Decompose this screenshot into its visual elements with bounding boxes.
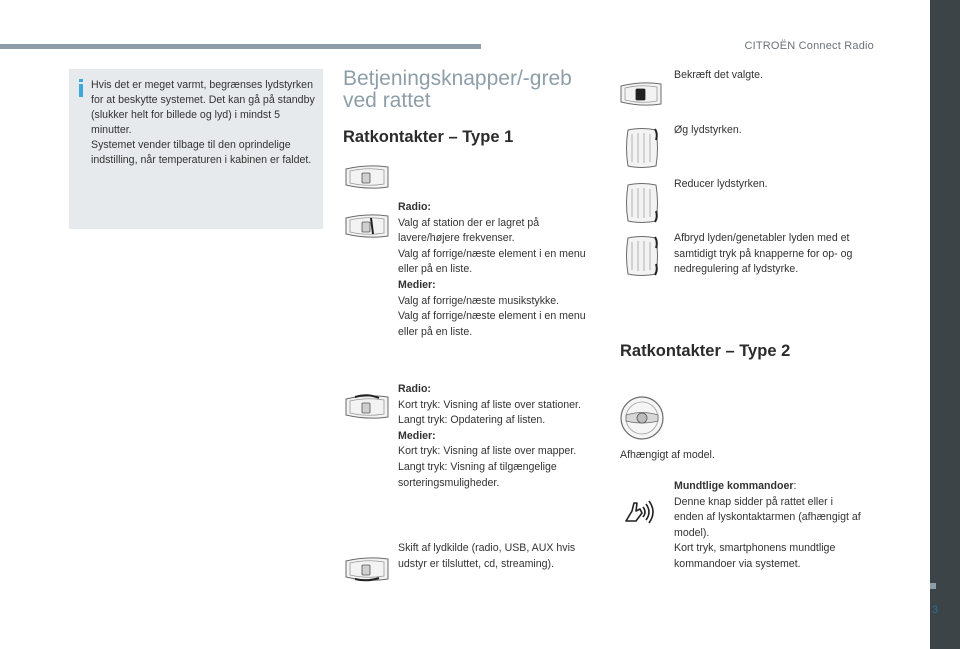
header-title: CITROËN Connect Radio — [744, 40, 874, 52]
entry-text: Langt tryk: Opdatering af listen. — [398, 414, 546, 427]
page-side-strip — [930, 0, 960, 649]
radio-label: Radio: — [398, 201, 431, 213]
volume-up-entry — [674, 123, 864, 139]
seek-switch-icon — [343, 212, 391, 240]
info-icon — [79, 79, 83, 97]
type1-entry-source — [398, 541, 578, 572]
steering-switch-icon — [343, 163, 391, 191]
volume-up-wheel-icon — [622, 126, 662, 170]
type1-title: Ratkontakter – Type 1 — [343, 128, 514, 146]
entry-text: Reducer lydstyrken. — [674, 178, 768, 190]
info-line: Systemet vender tilbage til den oprindelige indstilling, når temperaturen i kabinen er faldet. — [91, 139, 312, 166]
volume-down-wheel-icon — [622, 181, 662, 225]
model-note — [620, 448, 860, 464]
confirm-entry — [674, 68, 864, 84]
info-text — [91, 78, 319, 168]
type1-entry-list — [398, 382, 588, 491]
voice-colon: : — [793, 480, 797, 492]
header-rule — [0, 44, 481, 49]
voice-label: Mundtlige kommandoer — [674, 480, 794, 492]
volume-down-entry — [674, 177, 864, 193]
entry-text: Skift af lydkilde (radio, USB, AUX hvis udstyr er tilsluttet, cd, streaming). — [398, 542, 576, 570]
confirm-switch-icon — [618, 80, 664, 108]
source-switch-icon — [343, 555, 391, 583]
section-title: Betjeningsknapper/-greb ved rattet — [343, 67, 572, 112]
list-switch-icon — [343, 392, 391, 422]
entry-text: Kort tryk, smartphonens mundtlige kommandoer via systemet. — [674, 542, 836, 570]
entry-text: Valg af forrige/næste element i en menu eller på en liste. — [398, 247, 586, 276]
info-box — [69, 69, 323, 229]
entry-text: Valg af station der er lagret på lavere/højere frekvenser. — [398, 216, 540, 245]
entry-text: Bekræft det valgte. — [674, 69, 763, 81]
mute-entry — [674, 231, 870, 278]
steering-wheel-icon — [617, 394, 667, 442]
type2-title: Ratkontakter – Type 2 — [620, 342, 791, 360]
entry-text: Afhængigt af model. — [620, 449, 715, 461]
entry-text: Langt tryk: Visning af tilgængelige sorteringsmuligheder. — [398, 460, 557, 489]
entry-text: Denne knap sidder på rattet eller i enden af lyskontaktarmen (afhængigt af model). — [674, 495, 861, 539]
entry-text: Øg lydstyrken. — [674, 124, 742, 136]
entry-text: Kort tryk: Visning af liste over mapper. — [398, 445, 577, 458]
mute-wheel-icon — [622, 234, 662, 278]
entry-text: Kort tryk: Visning af liste over stationer. — [398, 398, 581, 411]
entry-text: Afbryd lyden/genetabler lyden med et samtidigt tryk på knapperne for op- og nedregulering af lydstyrke. — [674, 232, 853, 276]
media-label: Medier: — [398, 429, 436, 442]
radio-label: Radio: — [398, 383, 431, 395]
entry-text: Valg af forrige/næste element i en menu eller på en liste. — [398, 310, 586, 338]
media-label: Medier: — [398, 278, 436, 291]
page-number: 3 — [932, 604, 939, 616]
voice-command-entry — [674, 479, 864, 573]
voice-command-icon — [622, 499, 656, 525]
continue-marker-icon — [930, 583, 936, 589]
type1-entry-seek — [398, 200, 588, 340]
entry-text: Valg af forrige/næste musikstykke. — [398, 294, 560, 307]
info-line: Hvis det er meget varmt, begrænses lydstyrken for at beskytte systemet. Det kan gå på standby (slukker helt for billede og lyd) i mindst 5 minutter. — [91, 79, 315, 136]
